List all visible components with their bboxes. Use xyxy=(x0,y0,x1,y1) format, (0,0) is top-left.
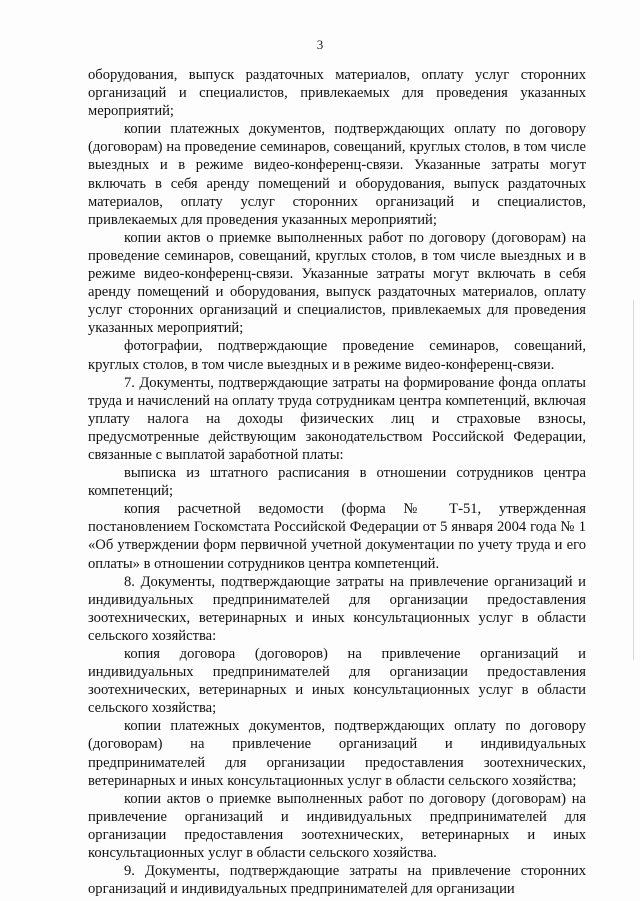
paragraph: выписка из штатного расписания в отношении сотрудников центра компетенций; xyxy=(88,465,586,500)
paragraph: копия договора (договоров) на привлечение организаций и индивидуальных предпринимателей для организации предоставления зоотехнических, ветеринарных и иных консультационных услуг в области сельского хозяйства; xyxy=(88,646,586,717)
paragraph: копии платежных документов, подтверждающих оплату по договору (договорам) на проведение семинаров, совещаний, круглых столов, в том числе выездных и в режиме видео-конференц-связи. Указанные затраты могут включать в себя аренду помещений и оборудования, выпуск раздаточных материалов, оплату услуг сторонних организаций и специалистов, привлекаемых для проведения указанных мероприятий; xyxy=(88,121,586,228)
paragraph: оборудования, выпуск раздаточных материалов, оплату услуг сторонних организаций и специалистов, привлекаемых для проведения указанных мероприятий; xyxy=(88,67,586,120)
paragraph-section-8: 8. Документы, подтверждающие затраты на привлечение организаций и индивидуальных предпринимателей для организации предоставления зоотехнических, ветеринарных и иных консультационных услуг в области сельского хозяйства: xyxy=(88,573,586,644)
paragraph: копии актов о приемке выполненных работ по договору (договорам) на проведение семинаров, совещаний, круглых столов, в том числе выездных и в режиме видео-конференц-связи. Указанные затраты могут включать в себя аренду помещений и оборудования, выпуск раздаточных материалов, оплату услуг сторонних организаций и специалистов, привлекаемых для проведения указанных мероприятий; xyxy=(88,229,586,337)
scan-edge-divider xyxy=(633,300,634,660)
page-number: 3 xyxy=(316,37,324,52)
paragraph-section-9: 9. Документы, подтверждающие затраты на привлечение сторонних организаций и индивидуальных предпринимателей для организации xyxy=(88,863,586,898)
paragraph: копии актов о приемке выполненных работ по договору (договорам) на привлечение организаций и индивидуальных предпринимателей для организации предоставления зоотехнических, ветеринарных и иных консультационных услуг в области сельского хозяйства. xyxy=(88,790,586,862)
paragraph-section-7: 7. Документы, подтверждающие затраты на формирование фонда оплаты труда и начислений на оплату труда сотрудникам центра компетенций, включая уплату налога на доходы физических лиц и страховые взносы, предусмотренные действующим законодательством Российской Федерации, связанные с выплатой заработной платы: xyxy=(88,374,586,463)
paragraph: фотографии, подтверждающие проведение семинаров, совещаний, круглых столов, в том числе выездных и в режиме видео-конференц-связи. xyxy=(88,338,586,373)
document-body xyxy=(88,66,586,898)
paragraph: копии платежных документов, подтверждающих оплату по договору (договорам) на привлечение организаций и индивидуальных предпринимателей для организации предоставления зоотехнических, ветеринарных и иных консультационных услуг в области сельского хозяйства; xyxy=(88,718,586,789)
paragraph: копия расчетной ведомости (форма № Т-51, утвержденная постановлением Госкомстата Российской Федерации от 5 января 2004 года № 1 «Об утверждении форм первичной учетной документации по учету труда и его оплаты» в отношении сотрудников центра компетенций. xyxy=(88,501,586,572)
